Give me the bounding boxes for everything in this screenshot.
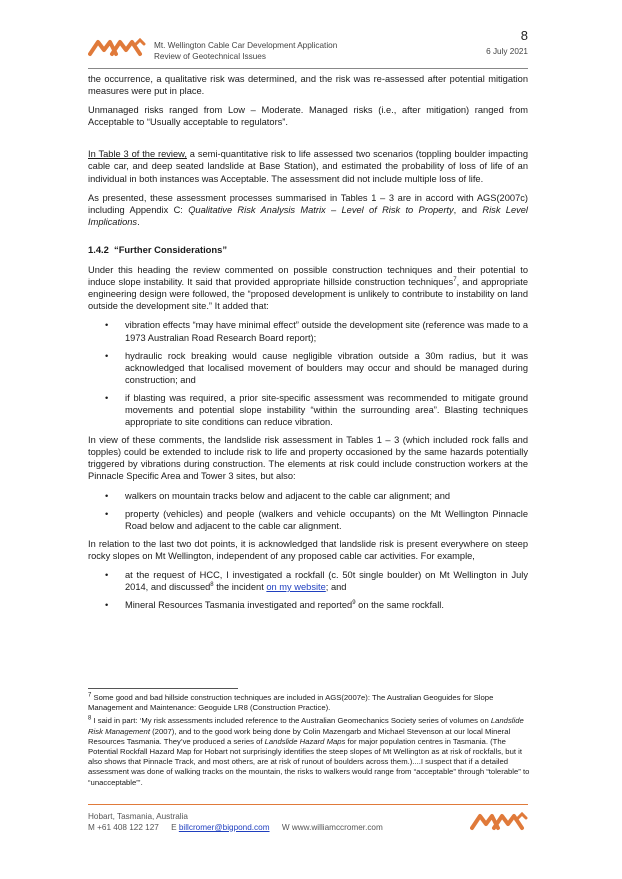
header-title-line2: Review of Geotechnical Issues: [154, 51, 266, 61]
list-item-text-cont: the incident: [213, 582, 267, 593]
list-item-text-cont: on the same rockfall.: [355, 600, 444, 611]
page-header: [88, 28, 528, 70]
header-date: 6 July 2021: [486, 47, 528, 56]
footer-divider: [88, 804, 528, 805]
risk-level-title: Risk Level Implications: [88, 204, 529, 227]
spacer: [88, 235, 528, 244]
footer-location: Hobart, Tasmania, Australia: [88, 812, 188, 821]
bullet-icon: •: [105, 600, 109, 611]
website-link[interactable]: on my website: [266, 582, 326, 593]
footnotes: [88, 693, 532, 791]
list-item: [88, 569, 528, 593]
phone-number: +61 408 122 127: [97, 823, 159, 832]
paragraph-5: [88, 264, 528, 312]
footnote-8-text: I said in part: ‘My risk assessments included reference to the Australian Geomechanics Society series of volumes on: [91, 716, 491, 726]
list-item-text: Mineral Resources Tasmania investigated and reported: [125, 600, 353, 611]
paragraph-5-text: Under this heading the review commented on possible construction techniques and their potential to induce slope instability. It said that provided appropriate hillside construction techniques: [88, 265, 528, 288]
paragraph-4: [88, 192, 528, 228]
bullet-icon: •: [105, 350, 109, 361]
paragraph-6: In view of these comments, the landslide risk assessment in Tables 1 – 3 (which included rock falls and topples) could be extended to include risk to life and property occasioned by the same hazards potentially triggered by vibrations during construction. The elements at risk could include construction workers at the Pinnacle Specific Area and Tower 3 sites, but also:: [88, 435, 528, 482]
page-number: 8: [520, 28, 528, 43]
list-item-text: at the request of HCC, I investigated a rockfall (c. 50t single boulder) on Mt Wellington in July 2014, and discussed: [125, 570, 528, 593]
footnote-divider: [88, 688, 238, 689]
footnote-7: [88, 693, 532, 713]
list-item-text: walkers on mountain tracks below and adjacent to the cable car alignment; and: [125, 490, 451, 501]
list-item: [88, 508, 528, 532]
list-item-text: vibration effects “may have minimal effect” outside the development site (reference was made to a 1973 Australian Road Research Board report);: [125, 320, 528, 343]
list-item: [88, 490, 528, 502]
footnote-mark-8: 8: [88, 715, 92, 722]
paragraph-2: Unmanaged risks ranged from Low – Moderate. Managed risks (i.e., after mitigation) ranged from Acceptable to “Usually acceptable to regulators”.: [88, 105, 528, 128]
paragraph-1: the occurrence, a qualitative risk was determined, and the risk was re-assessed after potential mitigation measures were put in place.: [88, 74, 528, 97]
footnote-7-text: Some good and bad hillside construction techniques are included in AGS(2007e): The Australian Geoguides for Slope Management and Maintenance: Geoguide LR8 (Construction Practice).: [88, 693, 494, 713]
footnote-8: [88, 716, 532, 787]
paragraph-5-text-cont: , and appropriate engineering design were followed, the “proposed development is unlikely to contribute to instability on land outside the development site.” It added that:: [88, 277, 528, 312]
bullet-icon: •: [105, 570, 109, 580]
section-title: “Further Considerations”: [114, 243, 228, 255]
footnote-mark-7: 7: [88, 692, 92, 699]
table-3-reference: In Table 3 of the review,: [88, 149, 187, 160]
body-content: [88, 73, 528, 617]
footnote-8-text-end: for major population centres in Tasmania. (The Potential Rockfall Hazard Map for Hobart not surprisingly identifies the steep slopes of Mt Wellington as at risk of rockfalls, but it also shows that Pinnacle Track, and most others, are at risk of runout of boulders across them.)....I suspect that if a detailed assessment was done of walking tracks on the mountain, the risks to walkers would range from “acceptable” through “tolerable” to “unacceptable”’.: [88, 736, 530, 787]
web-label: W: [281, 823, 290, 832]
header-title: [154, 41, 337, 62]
section-heading: [88, 244, 528, 256]
list-item-text: property (vehicles) and people (walkers and vehicle occupants) on the Mt Wellington Pinnacle Road below and adjacent to the cable car alignment.: [125, 508, 528, 531]
list-item: [88, 319, 528, 343]
list-item-text: hydraulic rock breaking would cause negligible vibration outside a 30m radius, but it was acknowledged that localised movement of boulders may occur and should be managed during construction; and: [125, 350, 528, 385]
bullet-icon: •: [105, 490, 109, 501]
bullet-list-3: [88, 569, 528, 611]
list-item: [88, 599, 528, 611]
list-item-text-end: ; and: [325, 582, 347, 593]
bullet-list-1: [88, 319, 528, 428]
email-link[interactable]: billcromer@bigpond.com: [178, 823, 270, 832]
appendix-title: Qualitative Risk Analysis Matrix – Level of Risk to Property: [188, 204, 454, 215]
header-right: [486, 28, 528, 58]
footnote-8-italic-1: Landslide Risk Management: [88, 716, 524, 736]
bullet-list-2: [88, 490, 528, 532]
web-address: www.williamccromer.com: [291, 823, 383, 832]
footer-contacts: [88, 822, 383, 833]
company-logo-icon: [88, 34, 146, 60]
paragraph-7: In relation to the last two dot points, it is acknowledged that landslide risk is present everywhere on steep rocky slopes on Mt Wellington, independent of any proposed cable car activities. For example,: [88, 538, 528, 561]
section-number: 1.4.2: [88, 243, 109, 255]
footnote-ref-9[interactable]: 9: [352, 600, 356, 607]
list-item-text: if blasting was required, a prior site-specific assessment was recommended to mitigate ground movements and potential slope instability “within the surrounding area”. Blasting techniques appropriate to site conditions can reduce vibration.: [125, 392, 528, 428]
paragraph-4-text: As presented, these assessment processes summarised in Tables 1 – 3 are in accord with AGS(2007c) including Appendix C:: [88, 192, 528, 215]
bullet-icon: •: [105, 508, 109, 519]
list-item: [88, 392, 528, 428]
paragraph-4-end: .: [137, 216, 140, 227]
footnote-8-italic-2: Landslide Hazard Maps: [264, 736, 346, 746]
phone-label: M: [88, 823, 95, 832]
bullet-icon: •: [105, 392, 109, 403]
header-divider: [88, 68, 528, 69]
email-label: E: [171, 823, 177, 832]
paragraph-4-joiner: , and: [453, 204, 483, 215]
bullet-icon: •: [105, 320, 109, 331]
footnote-ref-8[interactable]: 8: [210, 582, 214, 588]
header-title-line1: Mt. Wellington Cable Car Development Application: [154, 41, 338, 50]
page-footer: [88, 811, 383, 833]
paragraph-3: [88, 148, 528, 184]
paragraph-3-text: a semi-quantitative risk to life assessed two scenarios (toppling boulder impacting cable car, and deep seated landslide at Base Station), and estimated the probability of loss of life of an individual in both instances was Acceptable. The assessment did not include multiple loss of life.: [88, 149, 529, 184]
footer-logo-icon: [470, 808, 528, 834]
list-item: [88, 350, 528, 386]
footnote-ref-7[interactable]: 7: [453, 277, 457, 284]
footnote-8-text-cont: (2007), and to the good work being done by Colin Mazengarb and Michael Stevenson at our local Mineral Resources Tasmania. They’ve produced a series of: [88, 726, 511, 746]
spacer: [88, 135, 528, 148]
